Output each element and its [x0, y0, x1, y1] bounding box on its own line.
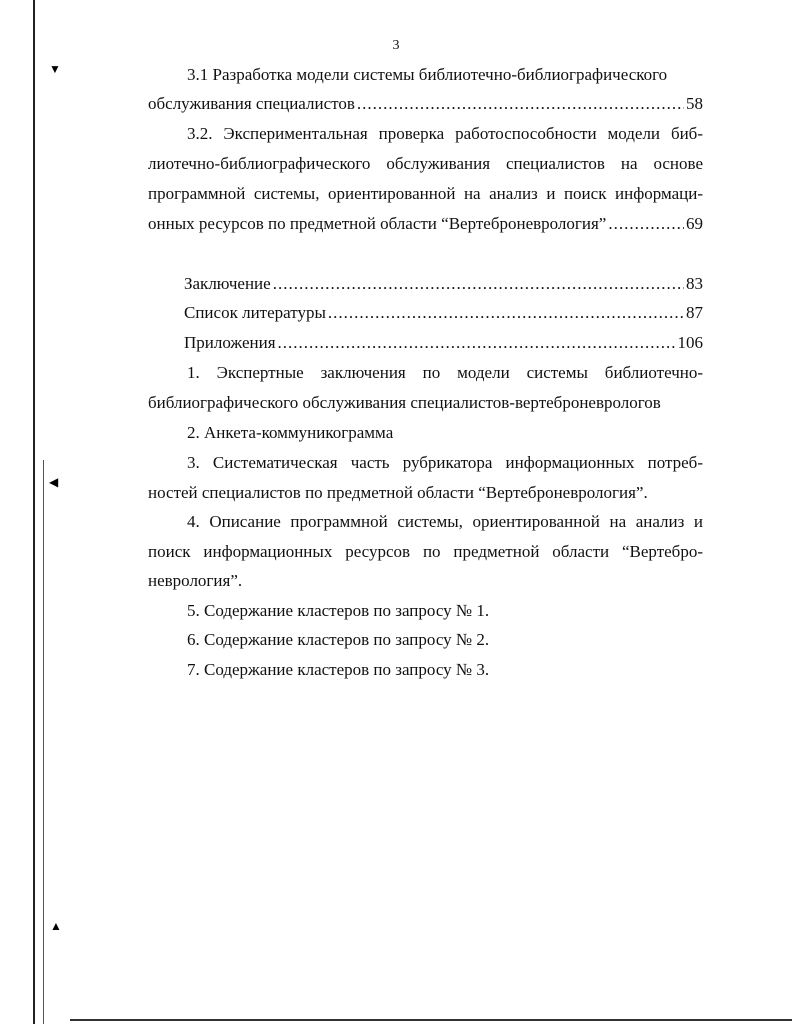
page-number: 3 [392, 38, 400, 53]
toc-item-3-2-line2: лиотечно-библиографического обслуживания специалистов на основе [148, 154, 703, 173]
toc-references [184, 298, 703, 328]
leader-dots [278, 328, 676, 358]
toc-item-3-2-line4 [148, 209, 703, 239]
scan-edge-line [33, 0, 35, 1024]
toc-item-3-2-line1: 3.2. Экспериментальная проверка работоспособности модели биб- [187, 124, 703, 143]
appendix-4-line2: поиск информационных ресурсов по предметной области “Вертебро- [148, 542, 703, 561]
scan-edge-line-secondary [43, 460, 44, 1024]
toc-item-3-2-title-end: онных ресурсов по предметной области “Вертеброневрология” [148, 214, 607, 233]
binding-mark-icon: ◀ [49, 475, 59, 489]
toc-appendices [184, 328, 703, 358]
toc-appendices-label: Приложения [184, 333, 276, 352]
toc-conclusion-page: 83 [686, 274, 703, 293]
toc-conclusion [184, 269, 703, 299]
toc-appendices-page: 106 [677, 333, 703, 352]
appendix-1-line1: 1. Экспертные заключения по модели системы библиотечно- [187, 363, 703, 382]
appendix-6: 6. Содержание кластеров по запросу № 2. [187, 630, 490, 649]
toc-item-3-1-title-end: обслуживания специалистов [148, 94, 355, 113]
scan-bottom-line [70, 1019, 792, 1021]
appendix-7: 7. Содержание кластеров по запросу № 3. [187, 660, 490, 679]
toc-item-3-1-page: 58 [686, 94, 703, 113]
binding-mark-icon: ▲ [50, 919, 62, 933]
leader-dots [608, 209, 684, 239]
leader-dots [357, 89, 684, 119]
toc-references-page: 87 [686, 303, 703, 322]
binding-mark-icon: ▼ [49, 62, 61, 76]
leader-dots [273, 269, 684, 299]
leader-dots [328, 298, 684, 328]
toc-conclusion-label: Заключение [184, 274, 271, 293]
toc-item-3-1-line1: 3.1 Разработка модели системы библиотечно-библиографического [187, 65, 668, 84]
toc-item-3-2-page: 69 [686, 214, 703, 233]
appendix-4-line1: 4. Описание программной системы, ориентированной на анализ и [187, 512, 703, 531]
appendix-3-line1: 3. Систематическая часть рубрикатора информационных потреб- [187, 453, 703, 472]
toc-item-3-1-line2 [148, 89, 703, 119]
appendix-3-line2: ностей специалистов по предметной области “Вертеброневрология”. [148, 483, 648, 502]
toc-references-label: Список литературы [184, 303, 326, 322]
appendix-2: 2. Анкета-коммуникограмма [187, 423, 394, 442]
appendix-5: 5. Содержание кластеров по запросу № 1. [187, 601, 490, 620]
appendix-1-line2: библиографического обслуживания специалистов-вертеброневрологов [148, 393, 661, 412]
appendix-4-line3: неврология”. [148, 571, 243, 590]
toc-item-3-2-line3: программной системы, ориентированной на анализ и поиск информаци- [148, 184, 703, 203]
